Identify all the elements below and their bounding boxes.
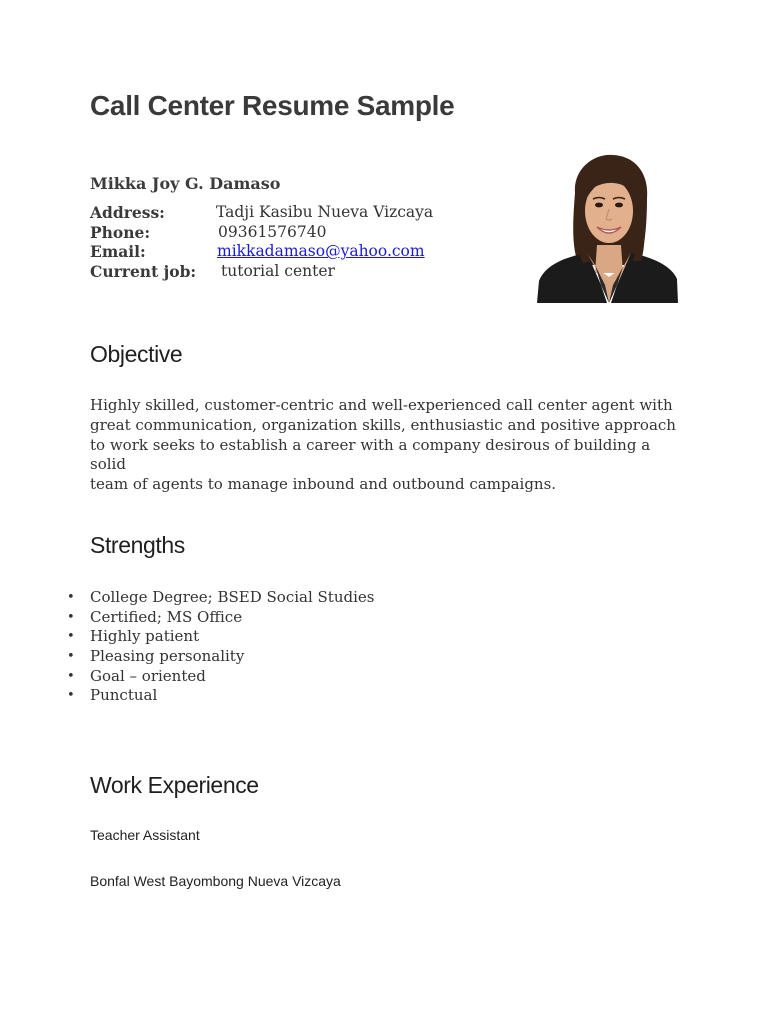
list-item-text: College Degree; BSED Social Studies [90, 588, 375, 606]
list-item-text: Punctual [90, 686, 158, 705]
email-link[interactable]: mikkadamaso@yahoo.com [217, 242, 425, 261]
list-item-text: Highly patient [90, 627, 200, 646]
applicant-name: Mikka Joy G. Damaso [90, 174, 281, 193]
list-item-text: Certified; MS Office [90, 607, 243, 626]
bullet-icon: • [67, 590, 75, 605]
current-job-label: Current job: [90, 262, 197, 282]
phone-value: 09361576740 [218, 222, 327, 241]
list-item [64, 686, 374, 706]
bullet-icon: • [67, 609, 75, 625]
objective-line: to work seeks to establish a career with a company desirous of building a solid [90, 435, 651, 474]
contact-row-current-job [90, 262, 510, 282]
work-position: Teacher Assistant [90, 827, 200, 843]
strengths-heading: Strengths [90, 532, 185, 558]
list-item [64, 627, 374, 647]
list-item-text: Pleasing personality [90, 647, 245, 666]
objective-heading: Objective [90, 341, 183, 367]
list-item [64, 608, 374, 628]
current-job-value: tutorial center [221, 262, 335, 281]
list-item-text: Goal – oriented [90, 666, 206, 685]
strengths-list [64, 588, 374, 706]
work-location: Bonfal West Bayombong Nueva Vizcaya [90, 873, 341, 889]
list-item [64, 647, 374, 667]
address-label: Address: [90, 203, 165, 222]
objective-line: Highly skilled, customer-centric and well-experienced call center agent with [90, 396, 673, 414]
bullet-icon: • [67, 668, 75, 684]
work-experience-heading: Work Experience [90, 772, 259, 798]
page-title: Call Center Resume Sample [90, 90, 455, 121]
contact-row-email [90, 242, 510, 262]
objective-line: team of agents to manage inbound and outbound campaigns. [90, 475, 557, 494]
portrait-photo [535, 153, 680, 303]
contact-row-address [90, 203, 510, 223]
bullet-icon: • [67, 649, 75, 665]
list-item [64, 667, 374, 687]
email-label: Email: [90, 242, 146, 262]
contact-row-phone [90, 223, 510, 243]
phone-label: Phone: [90, 222, 151, 242]
objective-text [90, 396, 690, 495]
bullet-icon: • [67, 629, 75, 645]
objective-line: great communication, organization skills, enthusiastic and positive approach [90, 415, 676, 434]
bullet-icon: • [67, 688, 75, 704]
list-item [64, 588, 374, 608]
contact-block [90, 203, 510, 282]
address-value: Tadji Kasibu Nueva Vizcaya [216, 203, 434, 221]
